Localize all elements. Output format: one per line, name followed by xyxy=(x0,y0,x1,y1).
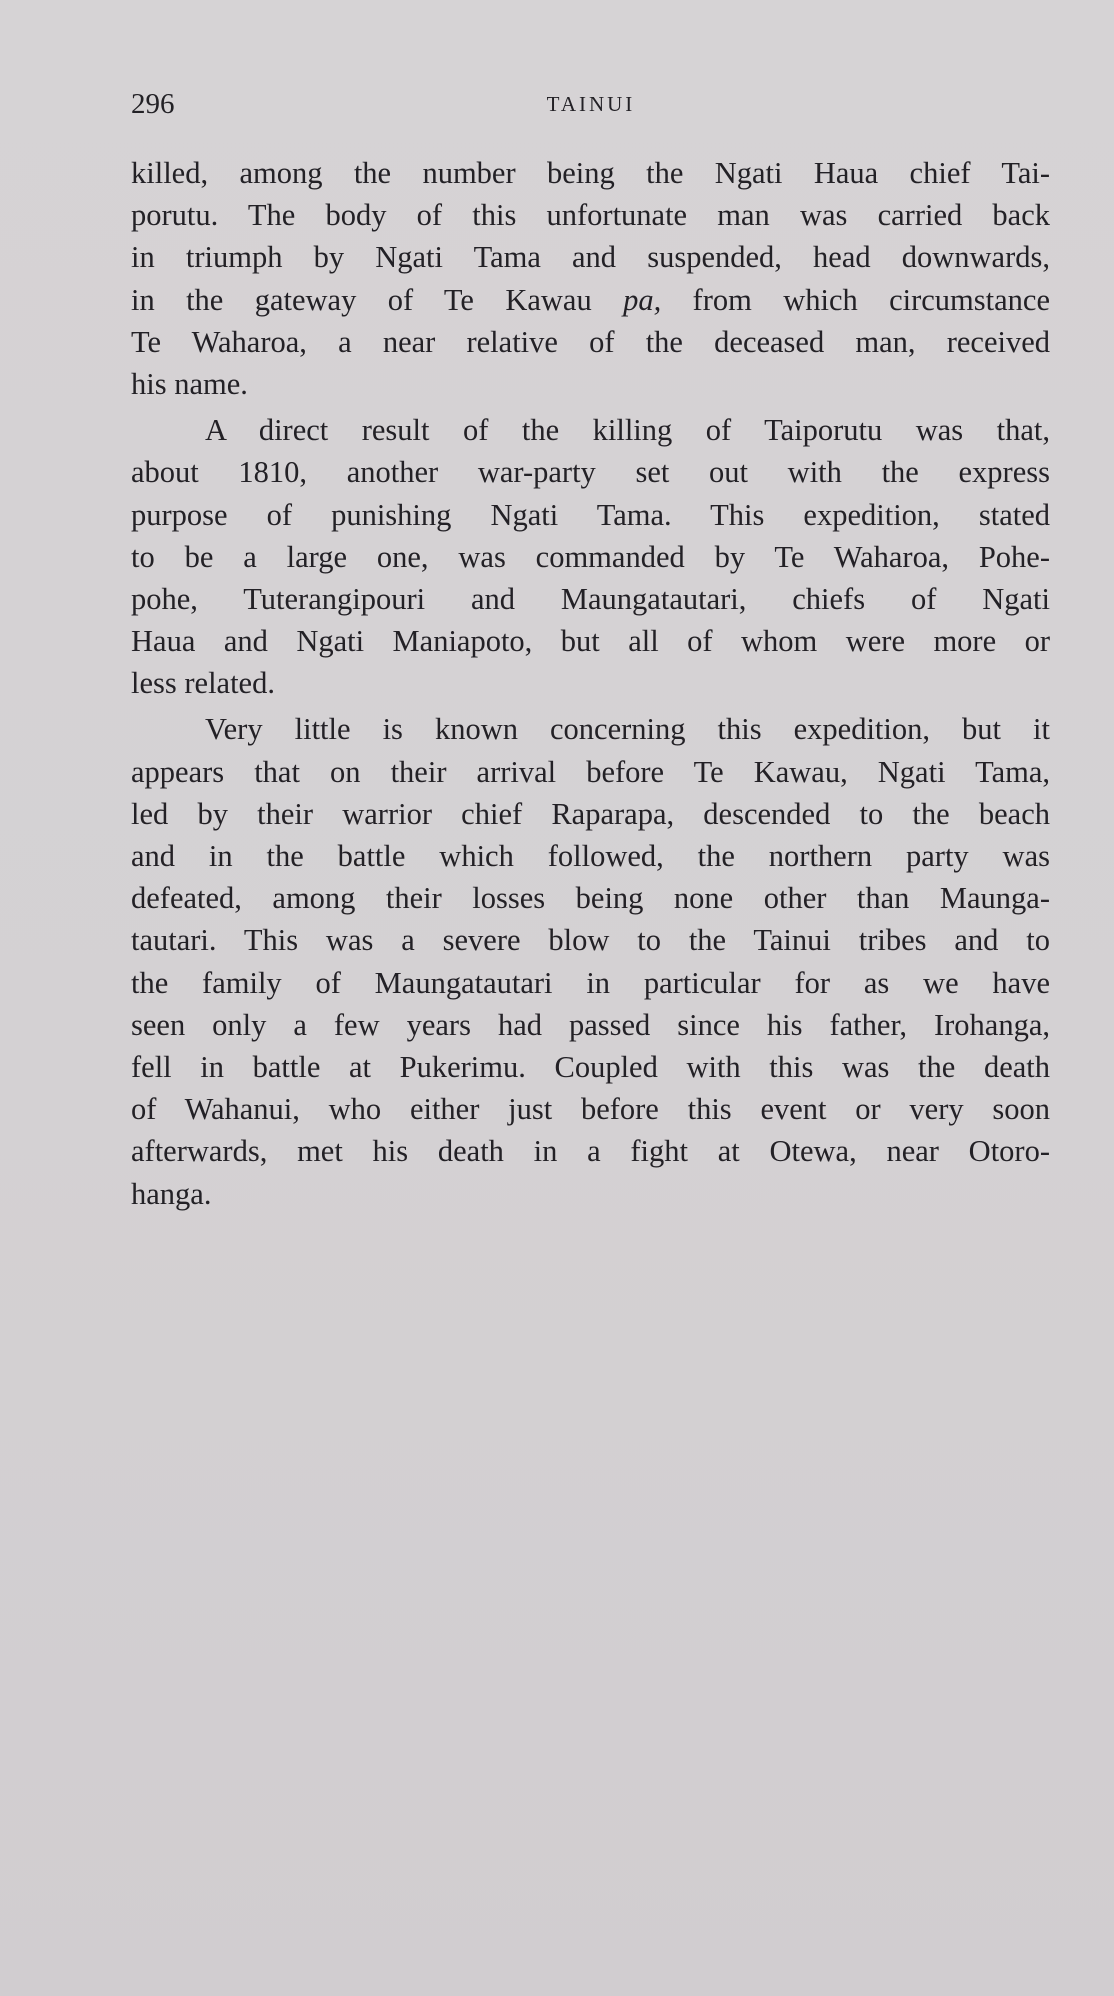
text-line: Te Waharoa, a near relative of the deceased man, received xyxy=(131,324,1050,359)
text-line: less related. xyxy=(131,666,275,701)
text-line xyxy=(131,279,1050,321)
text-line: to be a large one, was commanded by Te Waharoa, Pohe- xyxy=(131,539,1050,574)
text-line: his name. xyxy=(131,366,248,401)
text-line: afterwards, met his death in a fight at Otewa, near Otoro- xyxy=(131,1134,1050,1169)
text-line: A direct result of the killing of Taiporutu was that, xyxy=(205,413,1050,448)
text-line: about 1810, another war-party set out with the express xyxy=(131,455,1050,490)
text-line: porutu. The body of this unfortunate man was carried back xyxy=(131,198,1050,233)
text-line: led by their warrior chief Raparapa, descended to the beach xyxy=(131,796,1050,831)
text-line: of Wahanui, who either just before this event or very soon xyxy=(131,1092,1050,1127)
text-line: Haua and Ngati Maniapoto, but all of whom were more or xyxy=(131,624,1050,659)
page-number: 296 xyxy=(131,88,175,120)
text-line: and in the battle which followed, the northern party was xyxy=(131,839,1050,873)
text-run: from which circumstance xyxy=(661,282,1050,317)
text-line: defeated, among their losses being none other than Maunga- xyxy=(131,881,1050,916)
page-header xyxy=(131,84,1051,124)
text-run: in the gateway of Te Kawau xyxy=(131,282,624,317)
italic-term-pa: pa, xyxy=(623,282,662,317)
text-line: the family of Maungatautari in particular for as we have xyxy=(131,965,1050,1000)
text-line: fell in battle at Pukerimu. Coupled with this was the death xyxy=(131,1049,1050,1084)
text-line: killed, among the number being the Ngati Haua chief Tai- xyxy=(131,156,1050,190)
text-line: in triumph by Ngati Tama and suspended, head downwards, xyxy=(131,240,1050,275)
text-line: hanga. xyxy=(131,1176,212,1211)
text-line: Very little is known concerning this expedition, but it xyxy=(205,712,1050,747)
paragraph-1 xyxy=(131,152,1050,405)
text-line: purpose of punishing Ngati Tama. This expedition, stated xyxy=(131,497,1050,532)
body-text xyxy=(131,152,1050,1219)
text-line: tautari. This was a severe blow to the Tainui tribes and to xyxy=(131,923,1050,958)
text-line: pohe, Tuterangipouri and Maungatautari, chiefs of Ngati xyxy=(131,581,1050,616)
running-head: TAINUI xyxy=(546,92,636,116)
text-line: seen only a few years had passed since his father, Irohanga, xyxy=(131,1007,1050,1042)
paragraph-3 xyxy=(131,708,1050,1214)
paragraph-2 xyxy=(131,409,1050,704)
text-line: appears that on their arrival before Te Kawau, Ngati Tama, xyxy=(131,754,1050,789)
